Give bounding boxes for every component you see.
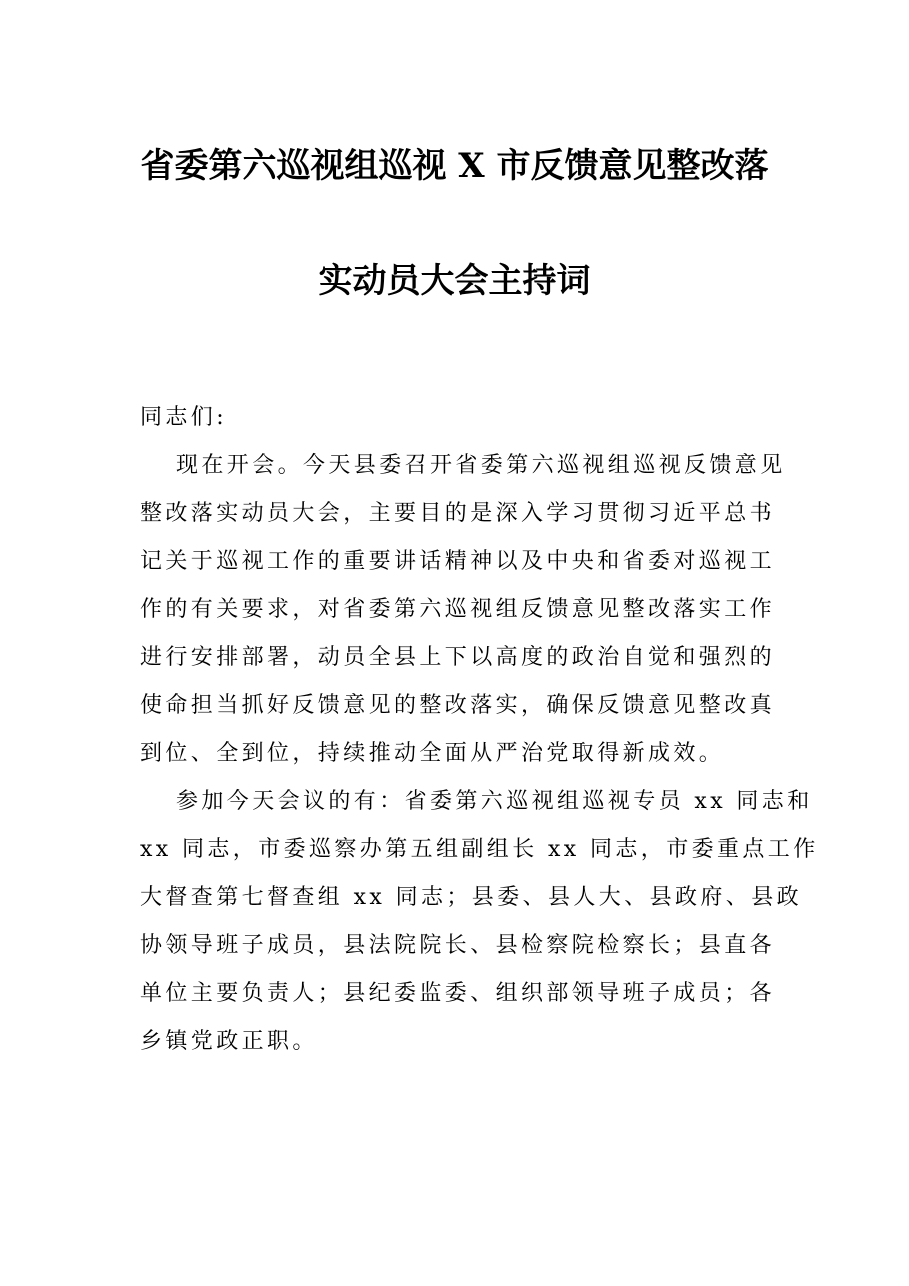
paragraph-line: xx 同志，市委巡察办第五组副组长 xx 同志，市委重点工作 xyxy=(140,837,819,862)
paragraph-line: 参加今天会议的有：省委第六巡视组巡视专员 xx 同志和 xyxy=(176,789,813,814)
paragraph-line: 作的有关要求，对省委第六巡视组反馈意见整改落实工作 xyxy=(140,597,776,622)
paragraph-line: 乡镇党政正职。 xyxy=(140,1029,318,1054)
paragraph-line: 现在开会。今天县委召开省委第六巡视组巡视反馈意见 xyxy=(176,453,786,478)
paragraph-line: 到位、全到位，持续推动全面从严治党取得新成效。 xyxy=(140,741,725,766)
paragraph-opening xyxy=(140,442,786,778)
paragraph-line: 大督查第七督查组 xx 同志；县委、县人大、县政府、县政 xyxy=(140,885,803,910)
paragraph-line: 整改落实动员大会，主要目的是深入学习贯彻习近平总书 xyxy=(140,501,776,526)
paragraph-line: 进行安排部署，动员全县上下以高度的政治自觉和强烈的 xyxy=(140,645,776,670)
salutation: 同志们: xyxy=(140,405,228,430)
document-title-line-2: 实动员大会主持词 xyxy=(318,261,591,301)
document-title-line-1: 省委第六巡视组巡视 X 市反馈意见整改落 xyxy=(140,146,769,186)
paragraph-attendees xyxy=(140,778,819,1066)
paragraph-line: 协领导班子成员，县法院院长、县检察院检察长；县直各 xyxy=(140,933,776,958)
paragraph-line: 记关于巡视工作的重要讲话精神以及中央和省委对巡视工 xyxy=(140,549,776,574)
paragraph-line: 使命担当抓好反馈意见的整改落实，确保反馈意见整改真 xyxy=(140,693,776,718)
paragraph-line: 单位主要负责人；县纪委监委、组织部领导班子成员；各 xyxy=(140,981,776,1006)
